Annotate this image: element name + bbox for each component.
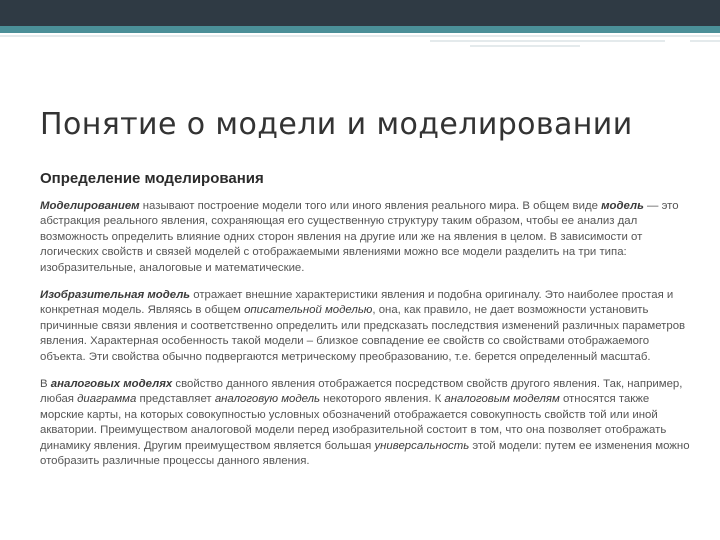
term-pictorial-model: Изобразительная модель bbox=[40, 289, 191, 302]
paragraph-analog-models: В аналоговых моделях свойство данного явления отображается посредством свойств другого явления. Так, например, любая диаграмма представляет аналоговую модель некоторого явления. К аналоговым моделям относятся также морские карты, на которых совокупностью условных обозначений отображается совокупность свойств той или иной акватории. Преимуществом аналоговой модели перед изобразительной состоит в том, что она позволяет отображать динамику явления. Другим преимуществом является большая универсальность этой модели: путем ее изменения можно отобразить различные процессы данного явления. bbox=[40, 378, 690, 468]
paragraph-pictorial-model: Изобразительная модель отражает внешние характеристики явления и подобна оригиналу. Это наиболее простая и конкретная модель. Являясь в общем описательной моделью, она, как правило, не дает возможности установить причинные связи явления и соответственно определить или предсказать последствия изменений различных параметров явления. Характерная особенность такой модели – близкое совпадение ее свойств со свойствами отображаемого объекта. Эти свойства обычно подвергаются метрическому преобразованию, т.е. берется определенный масштаб. bbox=[40, 289, 686, 363]
term-diagram: диаграмма bbox=[77, 393, 137, 406]
term-descriptive-model: описательной моделью bbox=[244, 304, 373, 317]
header-bar bbox=[0, 0, 720, 26]
term-analog-models-2: аналоговым моделям bbox=[444, 393, 560, 406]
term-analog-model: аналоговую модель bbox=[214, 393, 321, 406]
term-universality: универсальность bbox=[374, 439, 470, 452]
paragraph-definition: Моделированием называют построение модели того или иного явления реального мира. В общем виде модель — это абстракция реального явления, сохраняющая его существенную структуру таким образом, чтобы ее анализ дал возможность определить влияние одних сторон явления на другие или же на явления в целом. В зависимости от логических свойств и связей моделей с отображаемыми явлениями можно все модели разделить на три типа: изобразительные, аналоговые и математические. bbox=[40, 200, 679, 274]
header-decoration bbox=[0, 33, 720, 51]
term-modeling: Моделированием bbox=[40, 200, 140, 212]
term-analog-models: аналоговых моделях bbox=[50, 378, 173, 391]
slide-content bbox=[40, 170, 690, 482]
term-model: модель bbox=[601, 200, 644, 212]
header-accent-stripe bbox=[0, 26, 720, 33]
section-heading: Определение моделирования bbox=[40, 170, 264, 187]
slide-title: Понятие о модели и моделировании bbox=[40, 107, 633, 142]
